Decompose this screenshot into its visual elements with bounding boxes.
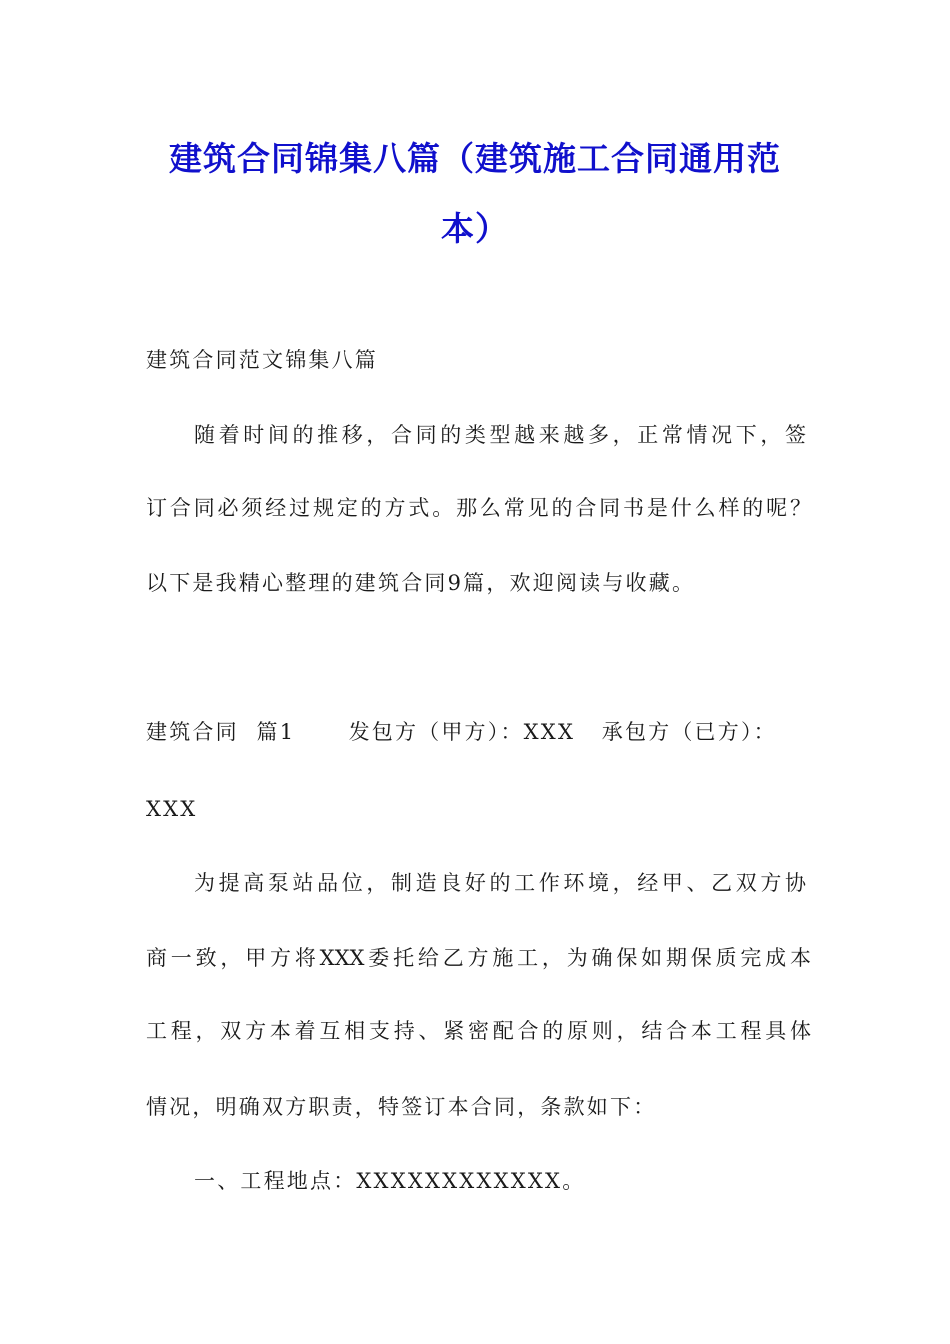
intro-line-1: 随着时间的推移，合同的类型越来越多，正常情况下，签 <box>194 423 806 447</box>
subtitle: 建筑合同范文锦集八篇 <box>146 348 378 372</box>
section-1-header: 建筑合同 篇1 发包方（甲方）：XXX 承包方（已方）： <box>146 720 777 744</box>
document-title-line-1: 建筑合同锦集八篇（建筑施工合同通用范 <box>169 139 781 178</box>
clause-1: 一、工程地点：XXXXXXXXXXXX。 <box>194 1169 586 1193</box>
body-line-3: 工程，双方本着互相支持、紧密配合的原则，结合本工程具体 <box>146 1019 811 1043</box>
document-title-line-2: 本） <box>441 209 509 248</box>
intro-line-3: 以下是我精心整理的建筑合同9篇，欢迎阅读与收藏。 <box>146 571 696 595</box>
body-line-1: 为提高泵站品位，制造良好的工作环境，经甲、乙双方协 <box>194 871 806 895</box>
body-line-2: 商一致，甲方将XXX委托给乙方施工，为确保如期保质完成本 <box>146 946 811 970</box>
section-1-header-cont: XXX <box>146 797 198 821</box>
intro-line-2: 订合同必须经过规定的方式。那么常见的合同书是什么样的呢？ <box>146 496 811 520</box>
body-line-4: 情况，明确双方职责，特签订本合同，条款如下： <box>146 1095 657 1119</box>
